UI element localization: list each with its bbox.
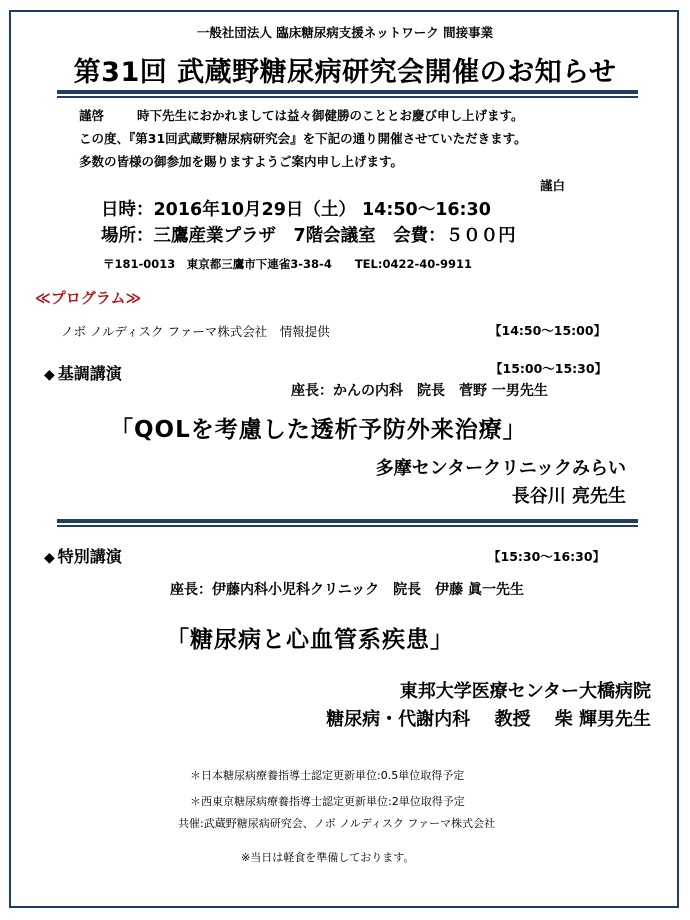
keynote-label: 基調講演: [57, 364, 122, 383]
section-rule-thin: [57, 525, 638, 527]
greeting-closing: 謹白: [540, 178, 566, 193]
refreshment-note: ※当日は軽食を準備しております。: [241, 851, 415, 864]
keynote-speaker: 長谷川 亮先生: [511, 486, 626, 507]
keynote-affiliation: 多摩センタークリニックみらい: [375, 458, 626, 479]
special-heading: [44, 544, 122, 567]
keynote-heading: [44, 361, 122, 384]
greeting-line-2: この度、『第31回武蔵野糖尿病研究会』を下記の通り開催させていただきます。: [79, 131, 527, 146]
sponsor-time: 【14:50〜15:00】: [489, 323, 607, 338]
cohost-line: 共催:武蔵野糖尿病研究会、ノボ ノルディスク ファーマ株式会社: [178, 817, 496, 830]
title-rule-thick: [57, 90, 638, 94]
event-address: 〒181-0013 東京都三鷹市下連雀3-38-4 TEL:0422-40-9911: [103, 257, 473, 271]
greeting-line-3: 多数の皆様の御参加を賜りますようご案内申し上げます。: [79, 154, 404, 169]
event-place: 場所：三鷹産業プラザ 7階会議室 会費：５００円: [101, 226, 516, 246]
credit-line-1: ＊日本糖尿病療養指導士認定更新単位:0.5単位取得予定: [190, 769, 465, 782]
special-label: 特別講演: [57, 547, 122, 566]
diamond-bullet-icon: ◆: [44, 550, 55, 566]
page-title: 第31回 武蔵野糖尿病研究会開催のお知らせ: [73, 57, 617, 88]
special-speaker: 糖尿病・代謝内科 教授 柴 輝男先生: [326, 709, 651, 730]
special-affiliation: 東邦大学医療センター大橋病院: [399, 681, 651, 702]
keynote-time: 【15:00〜15:30】: [490, 361, 608, 376]
special-time: 【15:30〜16:30】: [488, 549, 606, 564]
special-title: 「糖尿病と心血管系疾患」: [166, 627, 454, 653]
event-datetime: 日時：2016年10月29日（土） 14:50〜16:30: [101, 200, 491, 220]
diamond-bullet-icon: ◆: [44, 367, 55, 383]
title-rule-thin: [57, 96, 638, 98]
keynote-chair: 座長：かんの内科 院長 菅野 一男先生: [291, 383, 548, 399]
greeting-line-1: 時下先生におかれましては益々御健勝のこととお慶び申し上げます。: [137, 108, 524, 123]
special-chair: 座長：伊藤内科小児科クリニック 院長 伊藤 眞一先生: [170, 582, 525, 598]
organizer-line: 一般社団法人 臨床糖尿病支援ネットワーク 間接事業: [196, 25, 494, 40]
sponsor-info: ノボ ノルディスク ファーマ株式会社 情報提供: [61, 324, 330, 339]
keynote-title: 「QOLを考慮した透析予防外来治療」: [110, 417, 527, 443]
program-heading: ≪プログラム≫: [35, 289, 142, 307]
section-rule-thick: [57, 519, 638, 523]
greeting-label: 謹啓: [79, 108, 105, 123]
credit-line-2: ＊西東京糖尿病療養指導士認定更新単位:2単位取得予定: [190, 795, 465, 808]
